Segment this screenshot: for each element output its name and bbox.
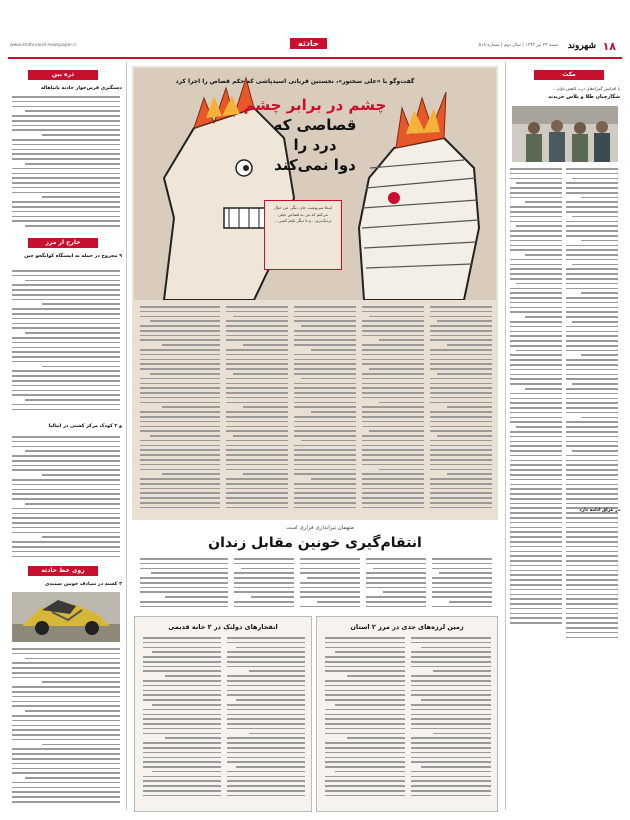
header-rule bbox=[8, 57, 622, 59]
header bbox=[0, 38, 630, 56]
feature-col-5 bbox=[140, 306, 220, 516]
box-right bbox=[316, 616, 498, 812]
crash-photo bbox=[12, 592, 120, 642]
box-left-col-1 bbox=[227, 637, 305, 805]
bottom-col-4 bbox=[234, 558, 294, 612]
feature-quote: اینجا سرنوشت جای دیگر، من خیال می‌کنم که من به قصاص خیلی نزدیک‌ترم... و تا دیگر نکنم کسی... bbox=[273, 205, 333, 223]
left-section-tag-3: روی خط حادثه bbox=[28, 566, 98, 576]
box-left-headline: انفجارهای دولتک در ۲ خانه قدیمی bbox=[168, 623, 278, 631]
date-line: شنبه ۲۳ تیر ۱۳۹۳ | سال دوم | شماره ۵۱۸ bbox=[478, 43, 558, 48]
left-body-text-2 bbox=[12, 270, 120, 420]
left-headline-4: ۴ کشته در تصادف خونین سمندی bbox=[44, 582, 122, 587]
feature-title-line-1: چشم در برابر چشم bbox=[243, 96, 387, 114]
right-bottom-headline: در عراق ادامه دارد bbox=[579, 508, 620, 513]
left-body-text-3 bbox=[12, 436, 120, 560]
box-right-col-2 bbox=[325, 637, 405, 805]
feature-title-line-4: دوا نمی‌کند bbox=[274, 156, 356, 174]
box-right-col-1 bbox=[411, 637, 491, 805]
bottom-col-2 bbox=[366, 558, 426, 612]
box-left bbox=[134, 616, 312, 812]
feature-col-1 bbox=[430, 306, 492, 516]
box-right-headline: زمین لرزه‌های جدی در مرز ۲ استان bbox=[350, 623, 464, 631]
left-body-text-1 bbox=[12, 96, 120, 232]
left-headline-2: ۹ مجروح در حمله به ایستگاه کوانگجو چین bbox=[24, 254, 122, 259]
right-photo bbox=[512, 106, 618, 162]
bottom-headline: انتقام‌گیری خونین مقابل زندان bbox=[208, 535, 422, 551]
left-body-text-4 bbox=[12, 648, 120, 808]
right-headline: شگارچیان طلا و پلاس خریدند bbox=[548, 94, 620, 100]
left-headline-1: دستگیری قرص‌خوار حادثه پانیا‌هاله bbox=[40, 86, 122, 91]
feature-kicker: گفت‌وگو با «علی سختور»، نخستین قربانی اسیدپاشی که حکم قصاص را اجرا کرد bbox=[175, 78, 415, 85]
right-column-divider bbox=[505, 62, 506, 810]
box-left-col-2 bbox=[143, 637, 221, 805]
section-title: حادثه bbox=[290, 38, 327, 49]
feature-title-line-3: درد را bbox=[293, 136, 337, 154]
right-intro: با افزایش گمراه‌های درب کاهش تاوان... bbox=[552, 86, 620, 91]
feature-title-line-2: قصاصی که bbox=[273, 116, 357, 134]
bottom-col-3 bbox=[300, 558, 360, 612]
wrecked-car-photo-icon bbox=[12, 592, 120, 642]
bottom-col-5 bbox=[140, 558, 228, 612]
page-number: ۱۸ bbox=[602, 40, 616, 53]
website: www.shahrvand-newspaper.ir bbox=[10, 43, 77, 48]
paper-name: شهروند bbox=[567, 41, 596, 51]
right-section-tag: مکث bbox=[534, 70, 604, 80]
right-body-text-2 bbox=[510, 168, 562, 638]
feature-col-4 bbox=[226, 306, 288, 516]
feature-title bbox=[230, 95, 400, 175]
feature-col-3 bbox=[294, 306, 356, 516]
officers-photo-icon bbox=[512, 106, 618, 162]
left-section-tag-1: ذره بین bbox=[28, 70, 98, 80]
bottom-kicker: متهمان تیراندازی فراری است bbox=[286, 525, 354, 531]
left-section-tag-2: خارج از مرز bbox=[28, 238, 98, 248]
left-column-divider bbox=[126, 62, 127, 810]
left-headline-3: و ۲ کودک مرکز کشتی در ایتالیا bbox=[48, 424, 122, 429]
right-body-text-1 bbox=[566, 168, 618, 638]
feature-col-2 bbox=[362, 306, 424, 516]
feature-quote-box bbox=[264, 200, 342, 270]
bottom-col-1 bbox=[432, 558, 492, 612]
